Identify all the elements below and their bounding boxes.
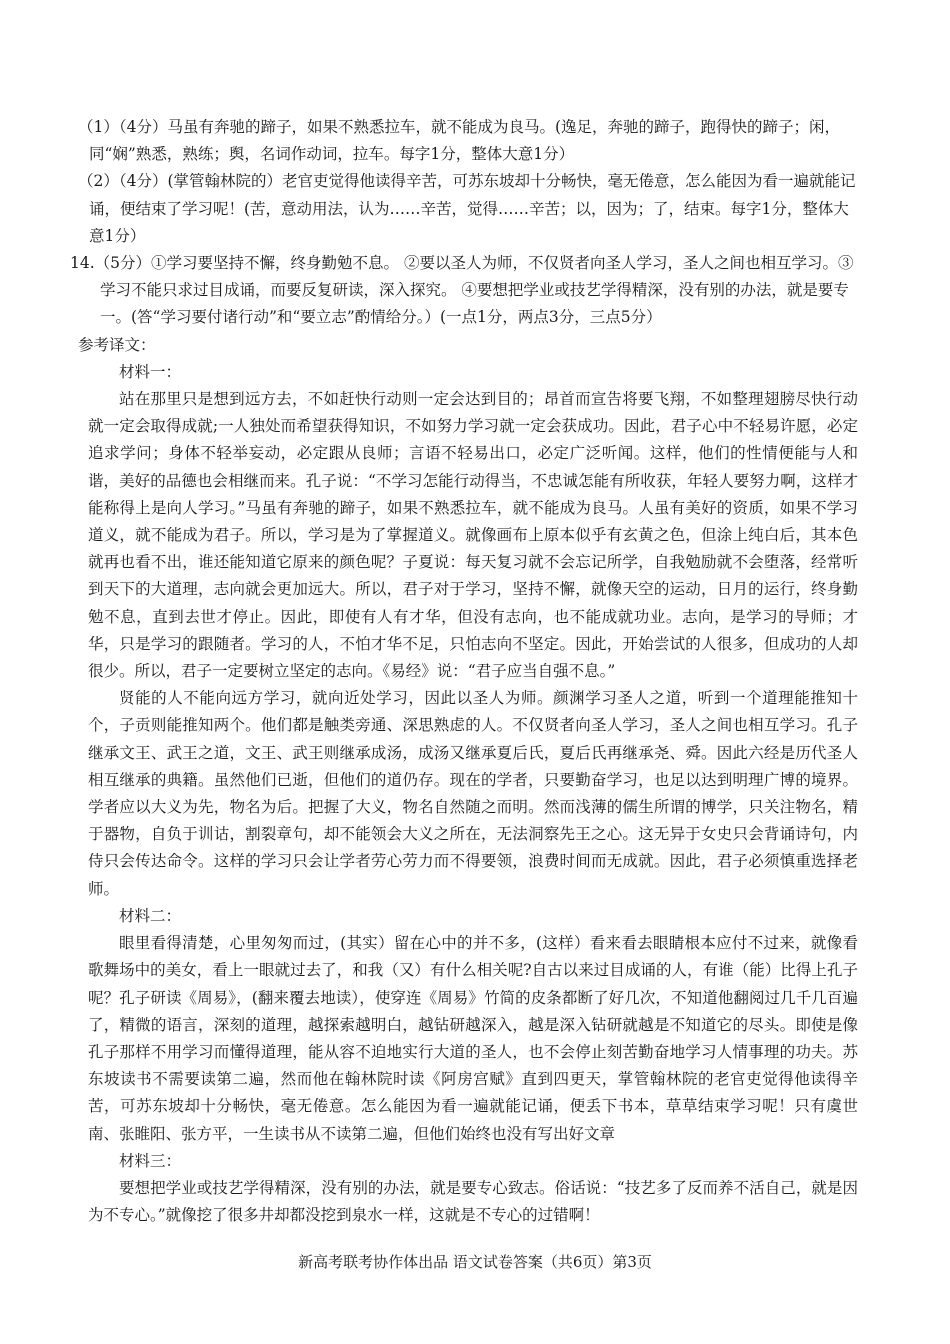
material-2-title: 材料二： — [119, 906, 182, 925]
page-footer: 新高考联考协作体出品 语文试卷答案（共6页）第3页 — [298, 1253, 652, 1271]
material-2-paragraph: 眼里看得清楚，心里匆匆而过，(其实）留在心中的并不多，(这样）看来看去眼睛根本应付不过来，就像看歌舞场中的美女，看上一眼就过去了，和我（又）有什么相关呢?自古以来过目成诵的人，有谁（能）比得上孔子呢？孔子研读《周易》，(翻来覆去地读），使穿连《周易》竹简的皮条都断了好几次，不知道他翻阅过几千几百遍了，精微的语言，深刻的道理，越探索越明白，越钻研越深入，越是深入钻研就越是不知道它的尽头。即使是像孔子那样不用学习而懂得道理，能从容不迫地实行大道的圣人，也不会停止刻苦勤奋地学习人情事理的功夫。苏东坡读书不需要读第二遍，然而他在翰林院时读《阿房宫赋》直到四更天，掌管翰林院的老官吏觉得他读得辛苦，可苏东坡却十分畅快，毫无倦意。怎么能因为看一遍就能记诵，便丢下书本，草草结束学习呢！只有虞世南、张睢阳、张方平，一生读书从不读第二遍，但他们始终也没有写出好文章 — [88, 934, 858, 1143]
answer-13-1: （1）（4分）马虽有奔驰的蹄子，如果不熟悉拉车，就不能成为良马。(逸足，奔驰的蹄子，跑得快的蹄子；闲，同“娴”熟悉，熟练；舆，名词作动词，拉车。每字1分，整体大意1分） — [78, 118, 841, 164]
answer-page — [70, 114, 858, 1229]
material-3-paragraph: 要想把学业或技艺学得精深，没有别的办法，就是要专心致志。俗话说：“技艺多了反而养不活自己，就是因为不专心。”就像挖了很多井却都没挖到泉水一样，这就是不专心的过错啊！ — [88, 1178, 858, 1225]
material-3-title: 材料三： — [119, 1151, 182, 1170]
answer-13-2: （2）（4分）(掌管翰林院的）老官吏觉得他读得辛苦，可苏东坡却十分畅快，毫无倦意，怎么能因为看一遍就能记诵，便结束了学习呢！(苦，意动用法，认为……辛苦，觉得……辛苦；以，因为；了，结束。每字1分，整体大意1分） — [78, 172, 856, 245]
material-1-title: 材料一： — [119, 362, 182, 381]
material-1-paragraph-2: 贤能的人不能向远方学习，就向近处学习，因此以圣人为师。颜渊学习圣人之道，听到一个道理能推知十个，子贡则能推知两个。他们都是触类旁通、深思熟虑的人。不仅贤者向圣人学习，圣人之间也相互学习。孔子继承文王、武王之道，文王、武王则继承成汤，成汤又继承夏后氏，夏后氏再继承尧、舜。因此六经是历代圣人相互继承的典籍。虽然他们已逝，但他们的道仍存。现在的学者，只要勤奋学习，也足以达到明理广博的境界。学者应以大义为先，物名为后。把握了大义，物名自然随之而明。然而浅薄的儒生所谓的博学，只关注物名，精于器物，自负于训诂，割裂章句，却不能领会大义之所在，无法洞察先王之心。这无异于女史只会背诵诗句，内侍只会传达命令。这样的学习只会让学者劳心劳力而不得要领，浪费时间而无成就。因此，君子必须慎重选择老师。 — [88, 689, 858, 898]
material-1-paragraph-1: 站在那里只是想到远方去，不如赶快行动则一定会达到目的；昂首而宣告将要飞翔，不如整理翅膀尽快行动就一定会取得成就;一人独处而希望获得知识，不如努力学习就一定会获成功。因此，君子心中不轻易许愿，必定追求学问；身体不轻举妄动，必定跟从良师；言语不轻易出口，必定广泛听闻。这样，他们的性情便能与人和谐，美好的品德也会相继而来。孔子说：“不学习怎能行动得当，不忠诚怎能有所收获，年轻人要努力啊，这样才能称得上是向人学习。”马虽有奔驰的蹄子，如果不熟悉拉车，就不能成为良马。人虽有美好的资质，如果不学习道义，就不能成为君子。所以，学习是为了掌握道义。就像画布上原本似乎有玄黄之色，但涂上纯白后，其本色就再也看不出，谁还能知道它原来的颜色呢？子夏说：每天复习就不会忘记所学，自我勉励就不会堕落，经常听到天下的大道理，志向就会更加远大。所以，君子对于学习，坚持不懈，就像天空的运动，日月的运行，终身勤勉不息，直到去世才停止。因此，即使有人有才华，但没有志向，也不能成就功业。志向，是学习的导师；才华，只是学习的跟随者。学习的人，不怕才华不足，只怕志向不坚定。因此，开始尝试的人很多，但成功的人却很少。所以，君子一定要树立坚定的志向。《易经》说：“君子应当自强不息。” — [88, 390, 858, 681]
answer-14: 14.（5分）①学习要坚持不懈，终身勤勉不息。 ②要以圣人为师，不仅贤者向圣人学习，圣人之间也相互学习。③学习不能只求过目成诵，而要反复研读，深入探究。 ④要想把学业或技艺学得精深，没有别的办法，就是要专一。(答“学习要付诸行动”和“要立志”酌情给分。）(一点1分，两点3分，三点5分） — [70, 254, 854, 327]
translation-heading: 参考译文： — [78, 335, 156, 354]
